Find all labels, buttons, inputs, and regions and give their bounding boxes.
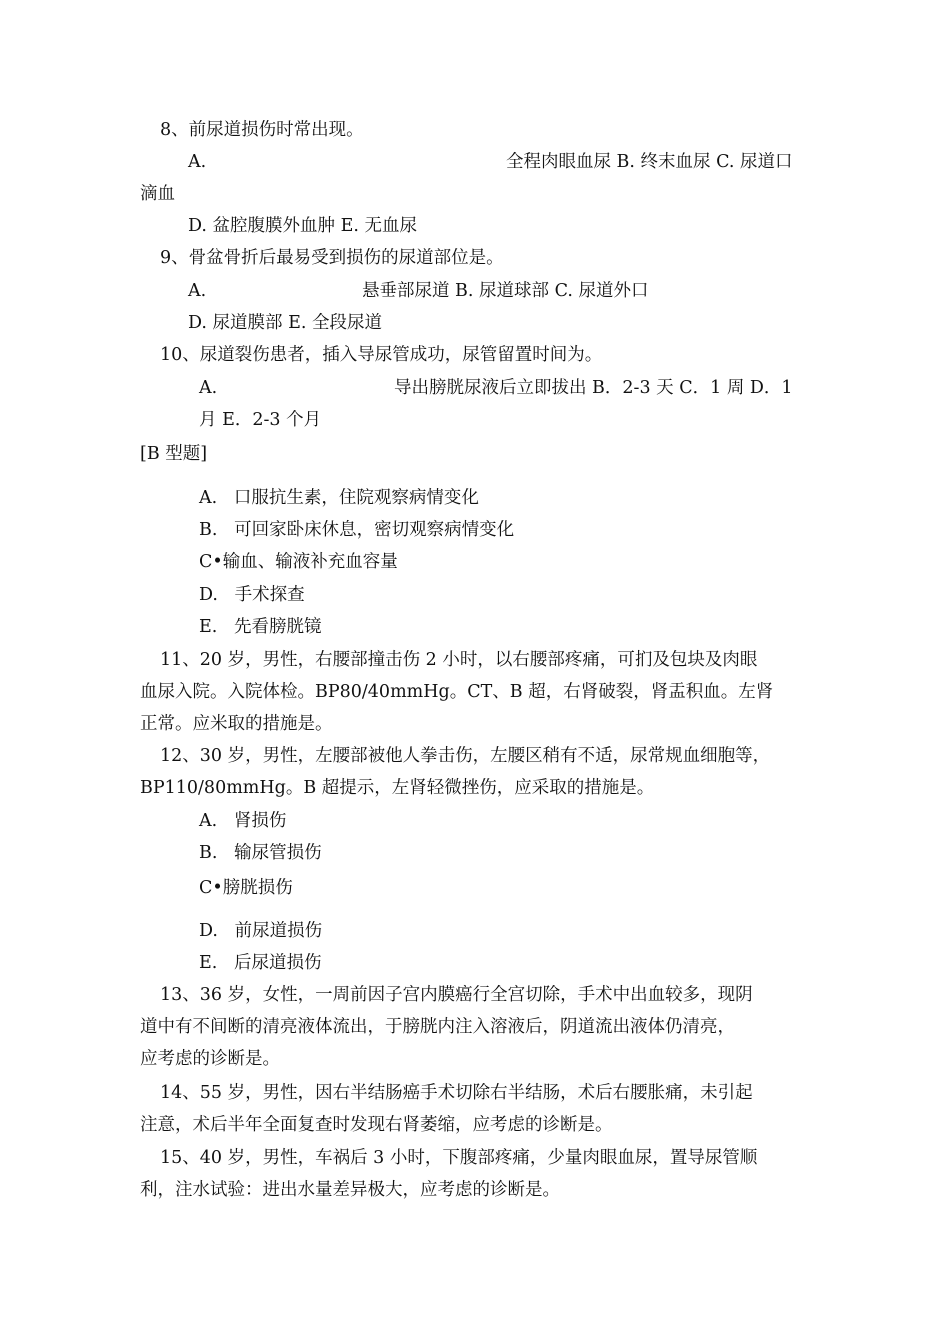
question-8-options-line-2: D. 盆腔腹膜外血肿 E. 无血尿 [188, 216, 417, 236]
question-15-line: 利，注水试验：进出水量差异极大，应考虑的诊断是。 [140, 1180, 560, 1200]
question-9-option-a-label: A. [188, 281, 207, 301]
shared-option: E. 后尿道损伤 [199, 953, 322, 973]
shared-option: B. 输尿管损伤 [199, 843, 322, 863]
question-10-options-continuation: 月 E．2-3 个月 [199, 410, 322, 430]
question-9-stem: 9、骨盆骨折后最易受到损伤的尿道部位是。 [160, 248, 504, 268]
shared-option: A. 口服抗生素，住院观察病情变化 [199, 488, 479, 508]
question-8-option-a-label: A. [188, 152, 207, 172]
question-9-options-line: 悬垂部尿道 B. 尿道球部 C. 尿道外口 [362, 281, 649, 301]
shared-option: D. 手术探查 [199, 585, 305, 605]
question-14-line: 14、55 岁，男性，因右半结肠癌手术切除右半结肠，术后右腰胀痛，未引起 [160, 1083, 753, 1103]
question-13-line: 道中有不间断的清亮液体流出，于膀胱内注入溶液后，阴道流出液体仍清亮， [140, 1017, 735, 1037]
question-10-options-line: 导出膀胱尿液后立即拔出 B．2-3 天 C．1 周 D．1 [394, 378, 793, 398]
shared-option: D. 前尿道损伤 [199, 921, 323, 941]
question-10-option-a-label: A. [199, 378, 218, 398]
question-13-line: 应考虑的诊断是。 [140, 1049, 280, 1069]
question-8-stem: 8、前尿道损伤时常出现。 [160, 120, 364, 140]
shared-option: C•膀胱损伤 [199, 878, 293, 898]
question-13-line: 13、36 岁，女性，一周前因子宫内膜癌行全宫切除，手术中出血较多，现阴 [160, 985, 753, 1005]
shared-option: E. 先看膀胱镜 [199, 617, 322, 637]
shared-option: A. 肾损伤 [199, 811, 287, 831]
question-11-line: 正常。应米取的措施是。 [140, 714, 333, 734]
section-b-heading: [B 型题] [140, 444, 208, 464]
question-11-line: 11、20 岁，男性，右腰部撞击伤 2 小时，以右腰部疼痛，可扪及包块及肉眼 [160, 650, 758, 670]
question-9-options-line-2: D. 尿道膜部 E. 全段尿道 [188, 313, 382, 333]
question-12-line: 12、30 岁，男性，左腰部被他人拳击伤，左腰区稍有不适，尿常规血细胞等， [160, 746, 771, 766]
question-15-line: 15、40 岁，男性，车祸后 3 小时，下腹部疼痛，少量肉眼血尿，置导尿管顺 [160, 1148, 758, 1168]
shared-option: C•输血、输液补充血容量 [199, 552, 398, 572]
question-11-line: 血尿入院。入院体检。BP80/40mmHg。CT、B 超，右肾破裂，肾盂积血。左肾 [140, 682, 774, 702]
question-14-line: 注意，术后半年全面复查时发现右肾萎缩，应考虑的诊断是。 [140, 1115, 613, 1135]
question-10-stem: 10、尿道裂伤患者，插入导尿管成功，尿管留置时间为。 [160, 345, 603, 365]
question-8-options-line: 全程肉眼血尿 B. 终末血尿 C. 尿道口 [506, 152, 793, 172]
question-8-options-continuation: 滴血 [140, 184, 175, 204]
shared-option: B. 可回家卧床休息，密切观察病情变化 [199, 520, 515, 540]
question-12-line: BP110/80mmHg。B 超提示，左肾轻微挫伤，应采取的措施是。 [140, 778, 655, 798]
